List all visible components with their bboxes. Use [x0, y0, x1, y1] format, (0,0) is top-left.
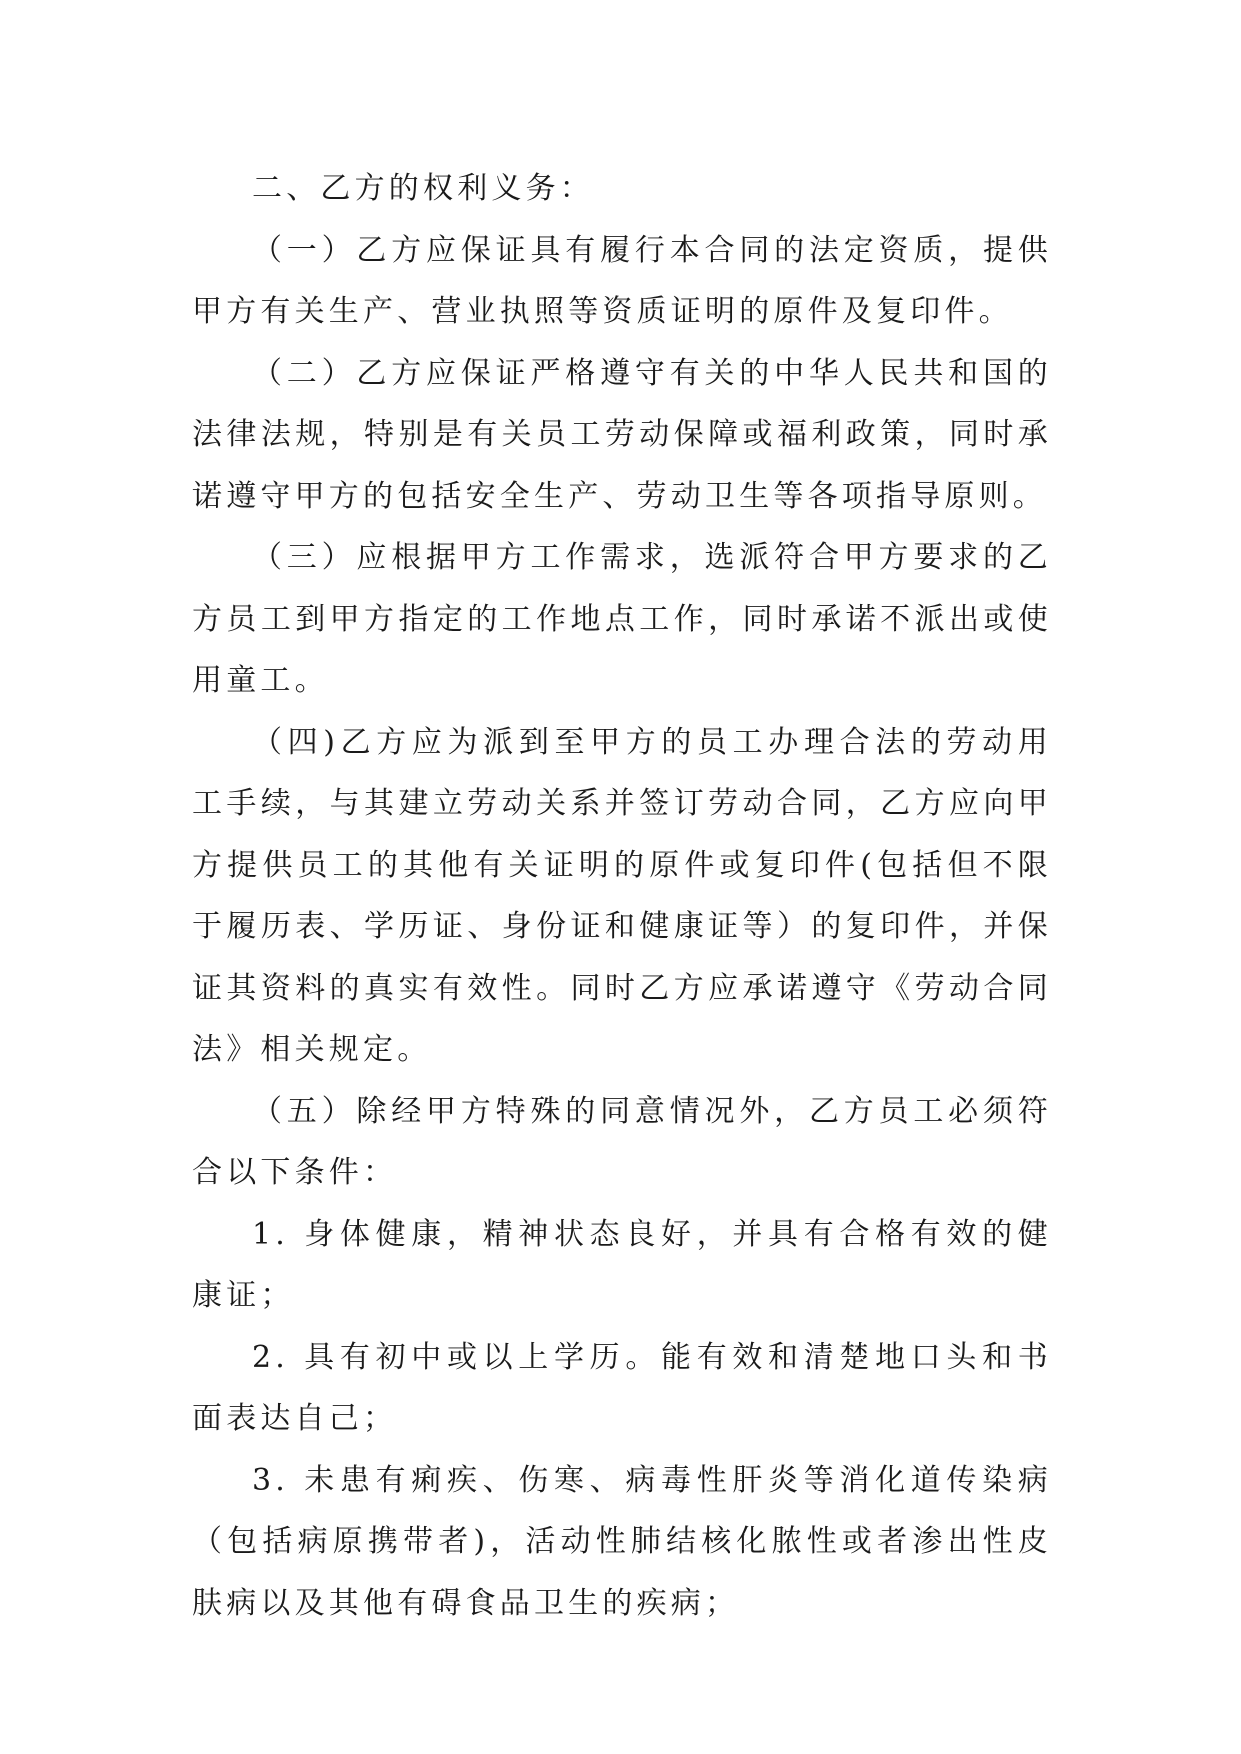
clause-3: （三）应根据甲方工作需求，选派符合甲方要求的乙方员工到甲方指定的工作地点工作，同时承诺不派出或使用童工。	[192, 540, 1052, 698]
section-heading: 二、乙方的权利义务：	[252, 171, 594, 206]
condition-1: 1. 身体健康，精神状态良好，并具有合格有效的健康证；	[192, 1216, 1052, 1313]
clause-4: （四)乙方应为派到至甲方的员工办理合法的劳动用工手续，与其建立劳动关系并签订劳动合同，乙方应向甲方提供员工的其他有关证明的原件或复印件(包括但不限于履历表、学历证、身份证和健康证等）的复印件，并保证其资料的真实有效性。同时乙方应承诺遵守《劳动合同法》相关规定。	[192, 724, 1052, 1067]
clause-2: （二）乙方应保证严格遵守有关的中华人民共和国的法律法规，特别是有关员工劳动保障或福利政策，同时承诺遵守甲方的包括安全生产、劳动卫生等各项指导原则。	[192, 355, 1052, 514]
condition-2: 2. 具有初中或以上学历。能有效和清楚地口头和书面表达自己；	[192, 1339, 1052, 1436]
condition-3: 3. 未患有痢疾、伤寒、病毒性肝炎等消化道传染病（包括病原携带者)，活动性肺结核化脓性或者渗出性皮肤病以及其他有碍食品卫生的疾病；	[192, 1462, 1052, 1621]
clause-5: （五）除经甲方特殊的同意情况外，乙方员工必须符合以下条件：	[192, 1093, 1052, 1190]
clause-1: （一）乙方应保证具有履行本合同的法定资质，提供甲方有关生产、营业执照等资质证明的原件及复印件。	[192, 232, 1052, 329]
document-body	[192, 158, 1052, 1634]
